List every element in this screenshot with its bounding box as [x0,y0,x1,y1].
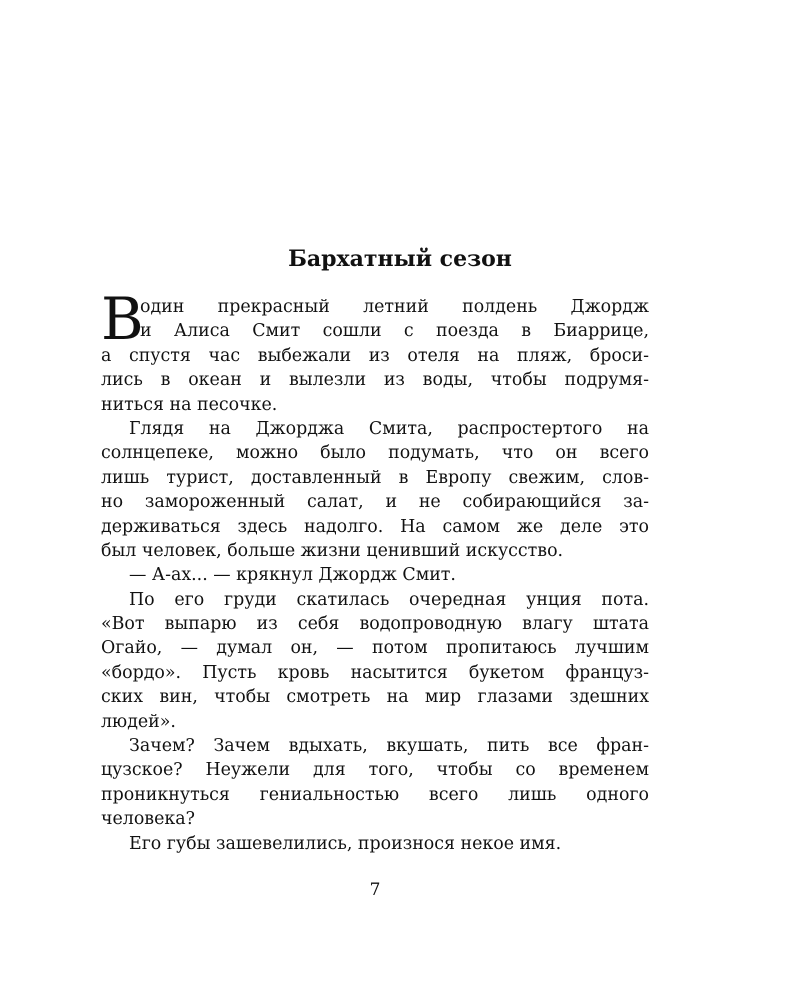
text-line: и Алиса Смит сошли с поезда в Биаррице, [140,321,649,342]
text-line: цузское? Неужели для того, чтобы со временем [101,760,649,781]
text-line: лись в океан и вылезли из воды, чтобы подрумя- [101,370,649,391]
text-line: но замороженный салат, и не собирающийся за- [101,492,649,513]
text-line: Зачем? Зачем вдыхать, вкушать, пить все фран- [129,736,649,757]
text-line: ских вин, чтобы смотреть на мир глазами здешних [101,687,649,708]
page-number: 7 [369,880,381,900]
text-line: солнцепеке, можно было подумать, что он всего [101,443,649,464]
text-line: По его груди скатилась очередная унция пота. [129,589,649,610]
text-line: лишь турист, доставленный в Европу свежим, слов- [101,467,649,488]
text-line: был человек, больше жизни ценивший искусство. [101,540,564,561]
text-line: а спустя час выбежали из отеля на пляж, броси- [101,345,649,366]
text-line: людей». [101,711,176,732]
text-line: проникнуться гениальностью всего лишь одного [101,784,649,805]
text-line: ниться на песочке. [101,394,278,415]
text-line: — А-ах... — крякнул Джордж Смит. [129,565,456,586]
text-line: Его губы зашевелились, произнося некое имя. [129,833,562,854]
text-line: держиваться здесь надолго. На самом же деле это [101,516,649,537]
text-line: «бордо». Пусть кровь насытится букетом француз- [101,662,649,683]
text-line: один прекрасный летний полдень Джордж [140,297,649,317]
text-line: Огайо, — думал он, — потом пропитаюсь лучшим [101,638,649,659]
text-line: человека? [101,809,195,830]
chapter-title: Бархатный сезон [288,246,512,272]
body-text [101,285,649,856]
text-line: Глядя на Джорджа Смита, распростертого на [129,418,649,439]
drop-cap: В [101,285,144,353]
text-line: «Вот выпарю из себя водопроводную влагу штата [101,614,649,635]
